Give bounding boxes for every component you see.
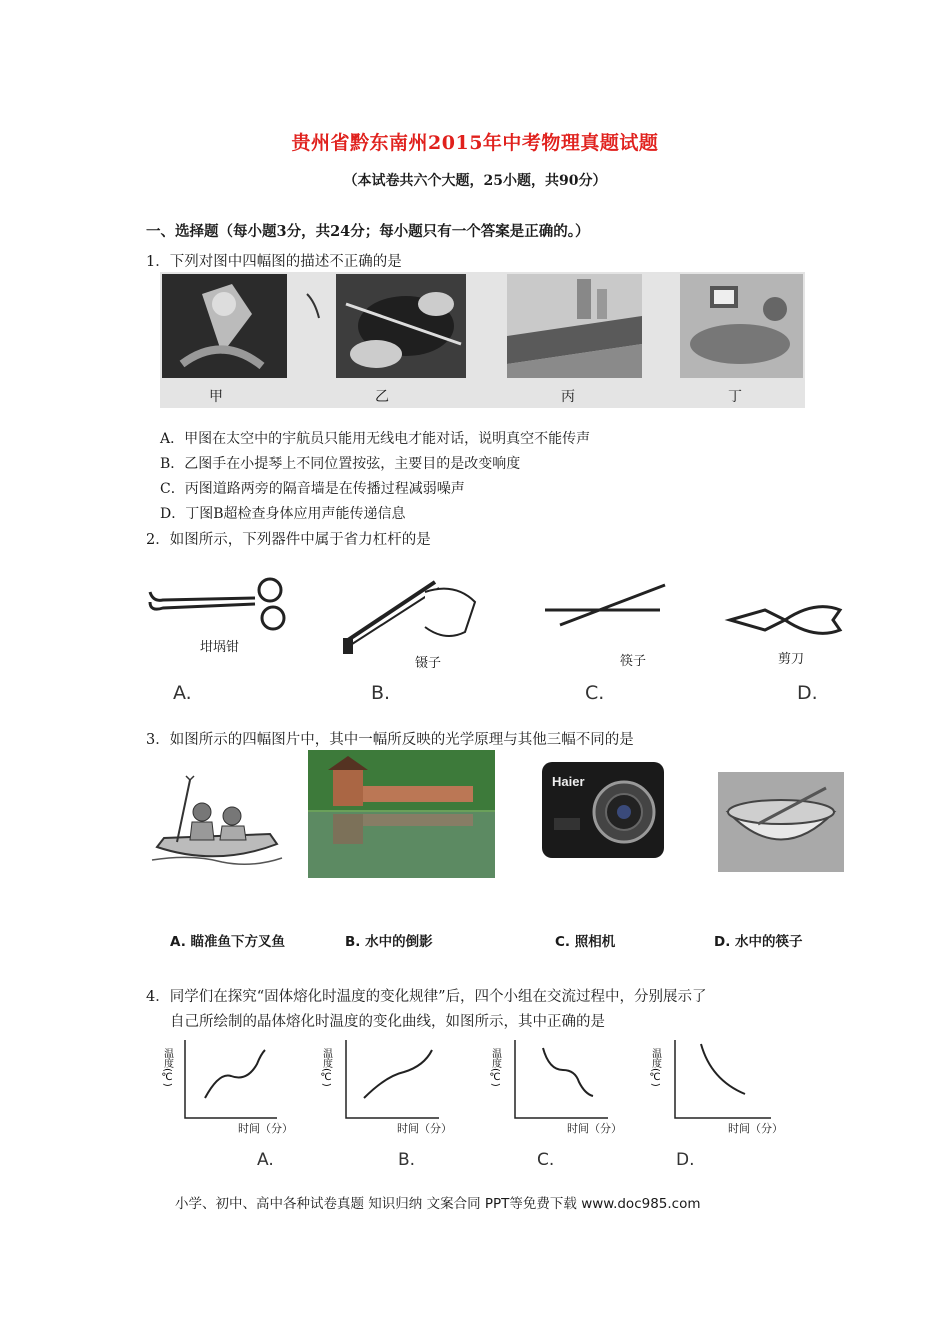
page-title: 贵州省黔东南州2015年中考物理真题试题 [291,132,659,154]
q1-option-c: C．丙图道路两旁的隔音墙是在传播过程减弱噪声 [160,481,465,497]
graph-a-xlabel: 时间（分） [238,1122,293,1135]
q1-option-a: A．甲图在太空中的宇航员只能用无线电才能对话，说明真空不能传声 [160,431,591,447]
graph-a-ylabel: 温度(℃) [161,1048,173,1087]
graph-c-xlabel: 时间（分） [567,1122,622,1135]
q1-caption-bing: 丙 [561,389,575,405]
graph-b-xlabel: 时间（分） [397,1122,452,1135]
question-1-stem: 1．下列对图中四幅图的描述不正确的是 [146,254,402,270]
question-4-stem-line2: 自己所绘制的晶体熔化时温度的变化曲线，如图所示，其中正确的是 [170,1014,605,1030]
pavilion-reflection-image [308,750,495,878]
graph-b-ylabel: 温度(℃) [320,1048,332,1087]
crucible-tongs-icon [145,572,295,642]
graph-d-xlabel: 时间（分） [728,1122,783,1135]
q4-letter-a: A. [257,1150,274,1170]
spear-fishing-image [152,772,282,872]
footer-text: 小学、初中、高中各种试卷真题 知识归纳 文案合同 PPT等免费下载 www.doc985.com [175,1196,701,1212]
q3-caption-a: A. 瞄准鱼下方叉鱼 [170,934,286,950]
question-4-stem-line1: 4．同学们在探究“固体熔化时温度的变化规律”后，四个小组在交流过程中，分别展示了 [146,989,707,1005]
ultrasound-photo [680,274,803,378]
q1-caption-jia: 甲 [209,389,223,405]
chopsticks-icon [540,580,670,630]
q2-letter-d: D. [797,682,818,704]
q1-caption-yi: 乙 [375,389,389,405]
q2-letter-c: C. [585,682,605,704]
scissors-icon [725,600,855,640]
question-2-stem: 2．如图所示，下列器件中属于省力杠杆的是 [146,532,431,548]
tool-label-tongs: 坩埚钳 [200,640,240,655]
q1-option-d: D．丁图B超检查身体应用声能传递信息 [160,506,406,522]
tool-label-tweezers: 镊子 [415,656,442,671]
tweezers-icon [335,572,485,662]
section-heading: 一、选择题（每小题3分，共24分；每小题只有一个答案是正确的。） [146,223,590,240]
violin-photo [336,274,466,378]
graph-d-ylabel: 温度(℃) [649,1048,661,1087]
tool-label-chopsticks: 筷子 [620,654,647,669]
graph-c-ylabel: 温度(℃) [489,1048,501,1087]
sound-barrier-photo [507,274,642,378]
q1-caption-ding: 丁 [728,389,742,405]
astronaut-photo [162,274,287,378]
page-subtitle: （本试卷共六个大题，25小题，共90分） [343,173,607,189]
q3-caption-c: C. 照相机 [555,934,616,950]
q2-letter-a: A. [173,682,192,704]
curve-mark [305,292,325,322]
bowl-chopstick-image [718,772,844,872]
question-3-stem: 3．如图所示的四幅图片中，其中一幅所反映的光学原理与其他三幅不同的是 [146,732,634,748]
q1-option-b: B．乙图手在小提琴上不同位置按弦，主要目的是改变响度 [160,456,521,472]
q4-letter-d: D. [676,1150,695,1170]
q3-caption-b: B. 水中的倒影 [345,934,433,950]
camera-brand: Haier [552,774,585,789]
q4-letter-b: B. [398,1150,416,1170]
camera-image [540,752,668,864]
question-1-figure [160,272,805,408]
tool-label-scissors: 剪刀 [778,652,805,667]
q4-letter-c: C. [537,1150,555,1170]
q3-caption-d: D. 水中的筷子 [714,934,803,950]
q2-letter-b: B. [371,682,391,704]
